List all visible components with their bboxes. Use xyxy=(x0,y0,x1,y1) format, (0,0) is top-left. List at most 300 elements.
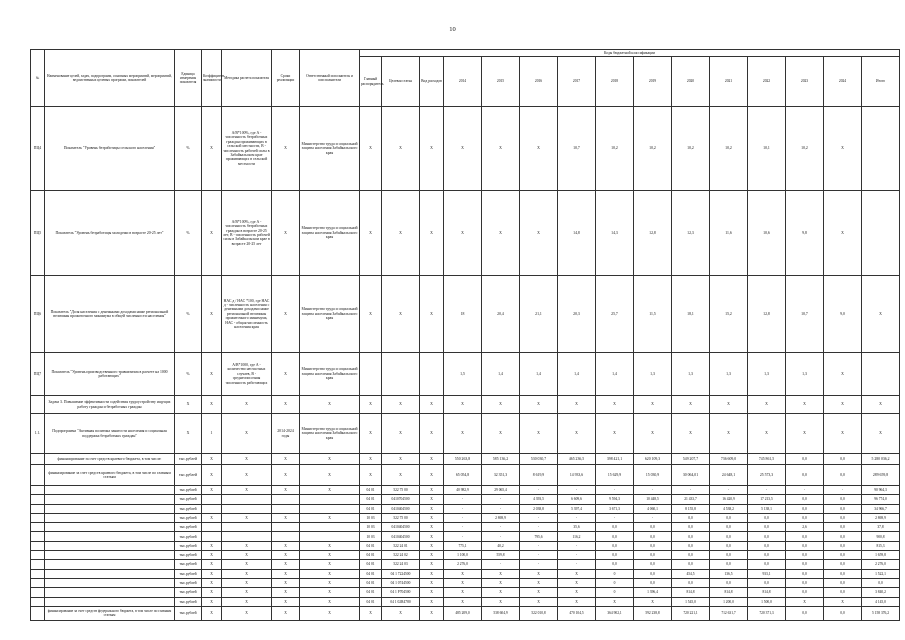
row-value: 9,8 xyxy=(786,191,824,276)
finance-method: X xyxy=(222,454,272,465)
header-year: 2017 xyxy=(558,57,596,107)
row-unit: % xyxy=(175,107,202,191)
row-method: X xyxy=(222,414,272,454)
finance-value: 6 609,6 xyxy=(558,495,596,504)
finance-value: 0,0 xyxy=(824,523,862,532)
finance-vr: X xyxy=(420,569,444,578)
finance-period: X xyxy=(272,597,300,606)
finance-method: X xyxy=(222,513,272,522)
finance-value: 454,5 xyxy=(672,569,710,578)
finance-grbs: X xyxy=(360,454,382,465)
row-num xyxy=(31,495,45,504)
finance-grbs: 04 01 xyxy=(360,504,382,513)
row-value: 20,3 xyxy=(558,276,596,353)
finance-name xyxy=(45,504,175,513)
finance-value: 0,0 xyxy=(786,560,824,569)
finance-value: 0,0 xyxy=(634,532,672,541)
finance-csr: X xyxy=(382,606,420,620)
finance-unit: тыс.рублей xyxy=(175,465,202,486)
finance-value: 0,0 xyxy=(710,560,748,569)
finance-name xyxy=(45,597,175,606)
finance-coef: X xyxy=(202,454,222,465)
finance-coef xyxy=(202,504,222,513)
row-num xyxy=(31,569,45,578)
finance-value: 30 064,01 xyxy=(672,465,710,486)
finance-csr: 0410404500 xyxy=(382,523,420,532)
row-unit: X xyxy=(175,414,202,454)
row-num xyxy=(31,504,45,513)
header-year: 2015 xyxy=(482,57,520,107)
finance-csr: 04 1 02R4780 xyxy=(382,597,420,606)
finance-vr: X xyxy=(420,454,444,465)
finance-value: 0,0 xyxy=(786,504,824,513)
finance-value: 0,0 xyxy=(748,551,786,560)
finance-value: 0,0 xyxy=(596,532,634,541)
row-num xyxy=(31,606,45,620)
row-value: 21,1 xyxy=(520,276,558,353)
finance-vr: X xyxy=(420,532,444,541)
finance-value: - xyxy=(520,541,558,550)
finance-vr: X xyxy=(420,504,444,513)
finance-csr: 522 75 00 xyxy=(382,486,420,495)
finance-value: 136,5 xyxy=(710,569,748,578)
header-year: 2024 xyxy=(824,57,862,107)
row-method: А/В*100%, где А - численность безработных граждан проживающих в сельской местности, В - численность рабочей силы в Забайкальском крае проживающих в сельской местности xyxy=(222,107,272,191)
row-num xyxy=(31,454,45,465)
finance-value: 90 964,3 xyxy=(862,486,900,495)
finance-value: X xyxy=(444,578,482,587)
finance-value: 0,0 xyxy=(786,606,824,620)
finance-row xyxy=(31,465,900,486)
header-unit: Единица измерения показателя xyxy=(175,50,202,107)
finance-value: 933,1 xyxy=(748,569,786,578)
finance-value: 559,8 xyxy=(482,551,520,560)
finance-vr: X xyxy=(420,513,444,522)
finance-period: X xyxy=(272,541,300,550)
finance-value: 0,0 xyxy=(824,578,862,587)
row-value: X xyxy=(520,396,558,414)
finance-value: 0,0 xyxy=(862,578,900,587)
row-value: X xyxy=(444,191,482,276)
finance-value: 37,8 xyxy=(862,523,900,532)
finance-value: 15 030,9 xyxy=(634,465,672,486)
finance-value: 0,0 xyxy=(748,541,786,550)
row-value: X xyxy=(786,414,824,454)
row-vr: X xyxy=(420,414,444,454)
row-value: 1,3 xyxy=(634,353,672,396)
finance-value: 0,0 xyxy=(824,560,862,569)
finance-grbs: 04 01 xyxy=(360,560,382,569)
row-num xyxy=(31,541,45,550)
finance-vr: X xyxy=(420,465,444,486)
finance-value: 2,6 xyxy=(786,523,824,532)
finance-unit: тыс.рублей xyxy=(175,454,202,465)
finance-value: 0,0 xyxy=(596,523,634,532)
finance-value: 775,1 xyxy=(444,541,482,550)
finance-value: 0,0 xyxy=(786,588,824,597)
finance-value: 35,6 xyxy=(558,523,596,532)
finance-value: X xyxy=(482,588,520,597)
row-value: X xyxy=(824,191,862,276)
finance-value: 465 236,5 xyxy=(558,454,596,465)
finance-value: 25 573,3 xyxy=(748,465,786,486)
finance-value: 0,0 xyxy=(634,541,672,550)
header-year: 2018 xyxy=(596,57,634,107)
finance-total-row xyxy=(31,454,900,465)
finance-value: - xyxy=(444,523,482,532)
row-value: 10,1 xyxy=(748,107,786,191)
finance-period: X xyxy=(272,560,300,569)
finance-value: 0,0 xyxy=(634,551,672,560)
finance-value: 0,0 xyxy=(596,551,634,560)
finance-unit: тыс.рублей xyxy=(175,513,202,522)
row-responsible: X xyxy=(300,396,360,414)
finance-value: 0,0 xyxy=(786,551,824,560)
finance-period: X xyxy=(272,569,300,578)
finance-grbs: 04 01 xyxy=(360,495,382,504)
finance-coef: X xyxy=(202,541,222,550)
row-value: X xyxy=(558,414,596,454)
finance-value: 2 276,0 xyxy=(862,560,900,569)
finance-name xyxy=(45,588,175,597)
finance-vr: X xyxy=(420,606,444,620)
finance-value: 0,0 xyxy=(786,532,824,541)
finance-value: 720 371,3 xyxy=(748,606,786,620)
finance-unit: тыс.рублей xyxy=(175,532,202,541)
finance-responsible xyxy=(300,504,360,513)
finance-grbs: 04 01 xyxy=(360,588,382,597)
finance-value: X xyxy=(520,588,558,597)
finance-value: 530 030,7 xyxy=(520,454,558,465)
header-grbs: Главный распорядитель xyxy=(360,57,382,107)
row-value: 10,2 xyxy=(634,107,672,191)
finance-value: 0,0 xyxy=(634,569,672,578)
finance-value: X xyxy=(634,597,672,606)
row-coef: X xyxy=(202,396,222,414)
finance-row xyxy=(31,523,900,532)
row-value: 9,0 xyxy=(824,276,862,353)
finance-value: 0,0 xyxy=(710,578,748,587)
row-value xyxy=(862,107,900,191)
finance-row xyxy=(31,597,900,606)
finance-value: - xyxy=(482,523,520,532)
finance-value: 0,0 xyxy=(672,578,710,587)
row-period: X xyxy=(272,396,300,414)
finance-value: X xyxy=(786,597,824,606)
finance-value: 1 100,0 xyxy=(444,551,482,560)
row-value: 1,3 xyxy=(748,353,786,396)
finance-value: - xyxy=(520,513,558,522)
finance-csr: 04 1 0744500 xyxy=(382,578,420,587)
header-budget-group: Коды бюджетной классификации xyxy=(360,50,900,57)
finance-value: 814,8 xyxy=(748,588,786,597)
row-value: 10,2 xyxy=(672,107,710,191)
row-value: X xyxy=(824,353,862,396)
finance-vr: X xyxy=(420,560,444,569)
finance-csr: X xyxy=(382,465,420,486)
finance-row xyxy=(31,486,900,495)
finance-responsible xyxy=(300,523,360,532)
finance-value: 1 659,8 xyxy=(862,551,900,560)
finance-responsible: X xyxy=(300,551,360,560)
finance-responsible: X xyxy=(300,588,360,597)
finance-value: X xyxy=(482,578,520,587)
finance-value: X xyxy=(520,597,558,606)
row-unit: % xyxy=(175,353,202,396)
finance-row xyxy=(31,569,900,578)
finance-csr: 522 24 02 xyxy=(382,551,420,560)
finance-value: 3 671,3 xyxy=(596,504,634,513)
finance-coef: X xyxy=(202,486,222,495)
finance-value: 96 774,0 xyxy=(862,495,900,504)
row-unit: % xyxy=(175,191,202,276)
finance-name xyxy=(45,578,175,587)
finance-value: 0,0 xyxy=(710,532,748,541)
finance-method: X xyxy=(222,541,272,550)
finance-csr: 522 24 01 xyxy=(382,541,420,550)
finance-csr: 0410404500 xyxy=(382,532,420,541)
finance-coef: X xyxy=(202,597,222,606)
finance-value: 29 065,4 xyxy=(482,486,520,495)
row-grbs: X xyxy=(360,191,382,276)
finance-csr: 522 24 03 xyxy=(382,560,420,569)
finance-value: 0,0 xyxy=(824,606,862,620)
header-total: Итого xyxy=(862,57,900,107)
row-name: Показатель "Уровень производственного травматизма в расчете на 1000 работающих" xyxy=(45,353,175,396)
finance-responsible: X xyxy=(300,578,360,587)
finance-row xyxy=(31,541,900,550)
row-vr: X xyxy=(420,396,444,414)
row-value: X xyxy=(748,396,786,414)
finance-value: 0,0 xyxy=(634,523,672,532)
finance-value: X xyxy=(520,578,558,587)
finance-coef: X xyxy=(202,578,222,587)
header-period: Сроки реализации xyxy=(272,50,300,107)
finance-csr: 0410704500 xyxy=(382,495,420,504)
row-value: X xyxy=(558,396,596,414)
finance-value: 0,0 xyxy=(748,532,786,541)
row-value: 1,4 xyxy=(596,353,634,396)
finance-value: 0 xyxy=(596,569,634,578)
finance-value: 2 869,9 xyxy=(482,513,520,522)
row-value: 12,8 xyxy=(748,276,786,353)
finance-value: 0,0 xyxy=(824,532,862,541)
finance-value: 24 648,1 xyxy=(710,465,748,486)
row-value: 1,5 xyxy=(444,353,482,396)
header-name: Наименование целей, задач, подпрограмм, основных мероприятий, мероприятий, ведомственных целевых программ, показателей xyxy=(45,50,175,107)
row-vr: X xyxy=(420,276,444,353)
finance-value: 0,0 xyxy=(596,541,634,550)
finance-value: 2 276,0 xyxy=(444,560,482,569)
row-value: 25,7 xyxy=(596,276,634,353)
row-value xyxy=(862,191,900,276)
finance-period: X xyxy=(272,465,300,486)
finance-row xyxy=(31,513,900,522)
finance-grbs: 04 01 xyxy=(360,541,382,550)
row-csr: X xyxy=(382,107,420,191)
finance-value: 5 280 036,2 xyxy=(862,454,900,465)
finance-vr: X xyxy=(420,541,444,550)
finance-unit: тыс.рублей xyxy=(175,578,202,587)
finance-value: 34 966,7 xyxy=(862,504,900,513)
finance-value: X xyxy=(824,597,862,606)
finance-name xyxy=(45,513,175,522)
finance-name xyxy=(45,551,175,560)
finance-vr: X xyxy=(420,495,444,504)
finance-value: 0,0 xyxy=(710,541,748,550)
row-value: X xyxy=(482,191,520,276)
row-value: X xyxy=(634,396,672,414)
finance-value: 0,0 xyxy=(672,551,710,560)
row-value: X xyxy=(862,276,900,353)
finance-value: - xyxy=(520,551,558,560)
finance-value: - xyxy=(824,486,862,495)
finance-method: X xyxy=(222,486,272,495)
row-value: X xyxy=(444,396,482,414)
finance-value: 0,0 xyxy=(824,465,862,486)
finance-grbs: 04 01 xyxy=(360,578,382,587)
header-year: 2016 xyxy=(520,57,558,107)
row-value: 20,4 xyxy=(482,276,520,353)
finance-unit: тыс.рублей xyxy=(175,597,202,606)
row-num: 1.1. xyxy=(31,414,45,454)
row-num xyxy=(31,578,45,587)
finance-name xyxy=(45,560,175,569)
finance-value: 0,0 xyxy=(786,569,824,578)
row-value: 12,3 xyxy=(672,191,710,276)
row-value: X xyxy=(824,396,862,414)
row-num xyxy=(31,396,45,414)
finance-responsible: X xyxy=(300,597,360,606)
finance-value: - xyxy=(482,532,520,541)
finance-value: 2 869,9 xyxy=(862,513,900,522)
row-value: X xyxy=(824,107,862,191)
row-value: X xyxy=(596,396,634,414)
finance-name xyxy=(45,541,175,550)
finance-unit: тыс.рублей xyxy=(175,560,202,569)
finance-unit: тыс.рублей xyxy=(175,495,202,504)
finance-method xyxy=(222,504,272,513)
finance-value: 9 594,3 xyxy=(596,495,634,504)
row-num xyxy=(31,513,45,522)
row-value: X xyxy=(710,396,748,414)
finance-value: 0,0 xyxy=(710,513,748,522)
finance-value: 550 263,8 xyxy=(444,454,482,465)
row-value: 10,2 xyxy=(710,107,748,191)
finance-value: - xyxy=(520,486,558,495)
finance-value: 5 138,1 xyxy=(748,504,786,513)
finance-value: 40 982,9 xyxy=(444,486,482,495)
finance-coef xyxy=(202,523,222,532)
subprogram-row xyxy=(31,414,900,454)
row-responsible: Министерство труда и социальной защиты населения Забайкальского края xyxy=(300,353,360,396)
finance-value: - xyxy=(710,486,748,495)
row-value: 10,6 xyxy=(748,191,786,276)
row-value: 1,3 xyxy=(786,353,824,396)
finance-value: 364 902,1 xyxy=(596,606,634,620)
finance-vr: X xyxy=(420,597,444,606)
row-csr: X xyxy=(382,396,420,414)
finance-responsible: X xyxy=(300,486,360,495)
indicator-row xyxy=(31,353,900,396)
finance-value: X xyxy=(558,578,596,587)
finance-value: 522 010,8 xyxy=(520,606,558,620)
finance-value: 4 145,0 xyxy=(862,597,900,606)
row-num xyxy=(31,523,45,532)
row-value: 1,4 xyxy=(482,353,520,396)
finance-coef: X xyxy=(202,560,222,569)
row-coef: X xyxy=(202,276,222,353)
finance-value: - xyxy=(748,486,786,495)
row-num xyxy=(31,560,45,569)
finance-coef xyxy=(202,495,222,504)
finance-row xyxy=(31,588,900,597)
finance-csr: 522 75 00 xyxy=(382,513,420,522)
finance-period: X xyxy=(272,588,300,597)
finance-method: X xyxy=(222,465,272,486)
finance-csr: 04 1 P704500 xyxy=(382,588,420,597)
row-coef: X xyxy=(202,107,222,191)
finance-name: финансирование за счет средств краевого бюджета, в том числе: xyxy=(45,454,175,465)
row-value: 15,2 xyxy=(710,276,748,353)
finance-vr: X xyxy=(420,486,444,495)
row-value: X xyxy=(748,414,786,454)
finance-grbs: 04 01 xyxy=(360,597,382,606)
row-grbs xyxy=(360,353,382,396)
finance-value: 814,8 xyxy=(710,588,748,597)
finance-value: 0,0 xyxy=(824,551,862,560)
finance-value: 538 604,9 xyxy=(482,606,520,620)
row-period: X xyxy=(272,353,300,396)
row-num: ПЦ5 xyxy=(31,191,45,276)
finance-value: X xyxy=(482,597,520,606)
finance-value: 15 629,9 xyxy=(596,465,634,486)
header-vr: Вид расходов xyxy=(420,57,444,107)
row-value: 10,7 xyxy=(558,107,596,191)
finance-value: X xyxy=(444,588,482,597)
row-grbs: X xyxy=(360,276,382,353)
finance-method xyxy=(222,532,272,541)
row-unit: % xyxy=(175,276,202,353)
finance-coef: X xyxy=(202,513,222,522)
row-coef: 1 xyxy=(202,414,222,454)
row-value: X xyxy=(520,107,558,191)
finance-value: X xyxy=(558,588,596,597)
finance-responsible: X xyxy=(300,606,360,620)
finance-value: - xyxy=(672,486,710,495)
indicator-row xyxy=(31,191,900,276)
finance-value: 0,0 xyxy=(824,569,862,578)
finance-period: X xyxy=(272,454,300,465)
finance-row xyxy=(31,560,900,569)
row-value: X xyxy=(786,396,824,414)
finance-value: 712 631,7 xyxy=(710,606,748,620)
finance-row xyxy=(31,532,900,541)
row-method: X xyxy=(222,396,272,414)
finance-value: 720 221,1 xyxy=(672,606,710,620)
finance-period xyxy=(272,495,300,504)
finance-value: X xyxy=(596,597,634,606)
finance-row xyxy=(31,551,900,560)
finance-value: X xyxy=(444,569,482,578)
finance-value: X xyxy=(558,597,596,606)
header-year: 2014 xyxy=(444,57,482,107)
row-csr: X xyxy=(382,191,420,276)
row-name: Задача 3. Повышение эффективности содействия трудоустройству ищущих работу граждан и безработных граждан xyxy=(45,396,175,414)
finance-value: 0,0 xyxy=(710,523,748,532)
row-responsible: Министерство труда и социальной защиты населения Забайкальского края xyxy=(300,414,360,454)
row-value: 18 xyxy=(444,276,482,353)
